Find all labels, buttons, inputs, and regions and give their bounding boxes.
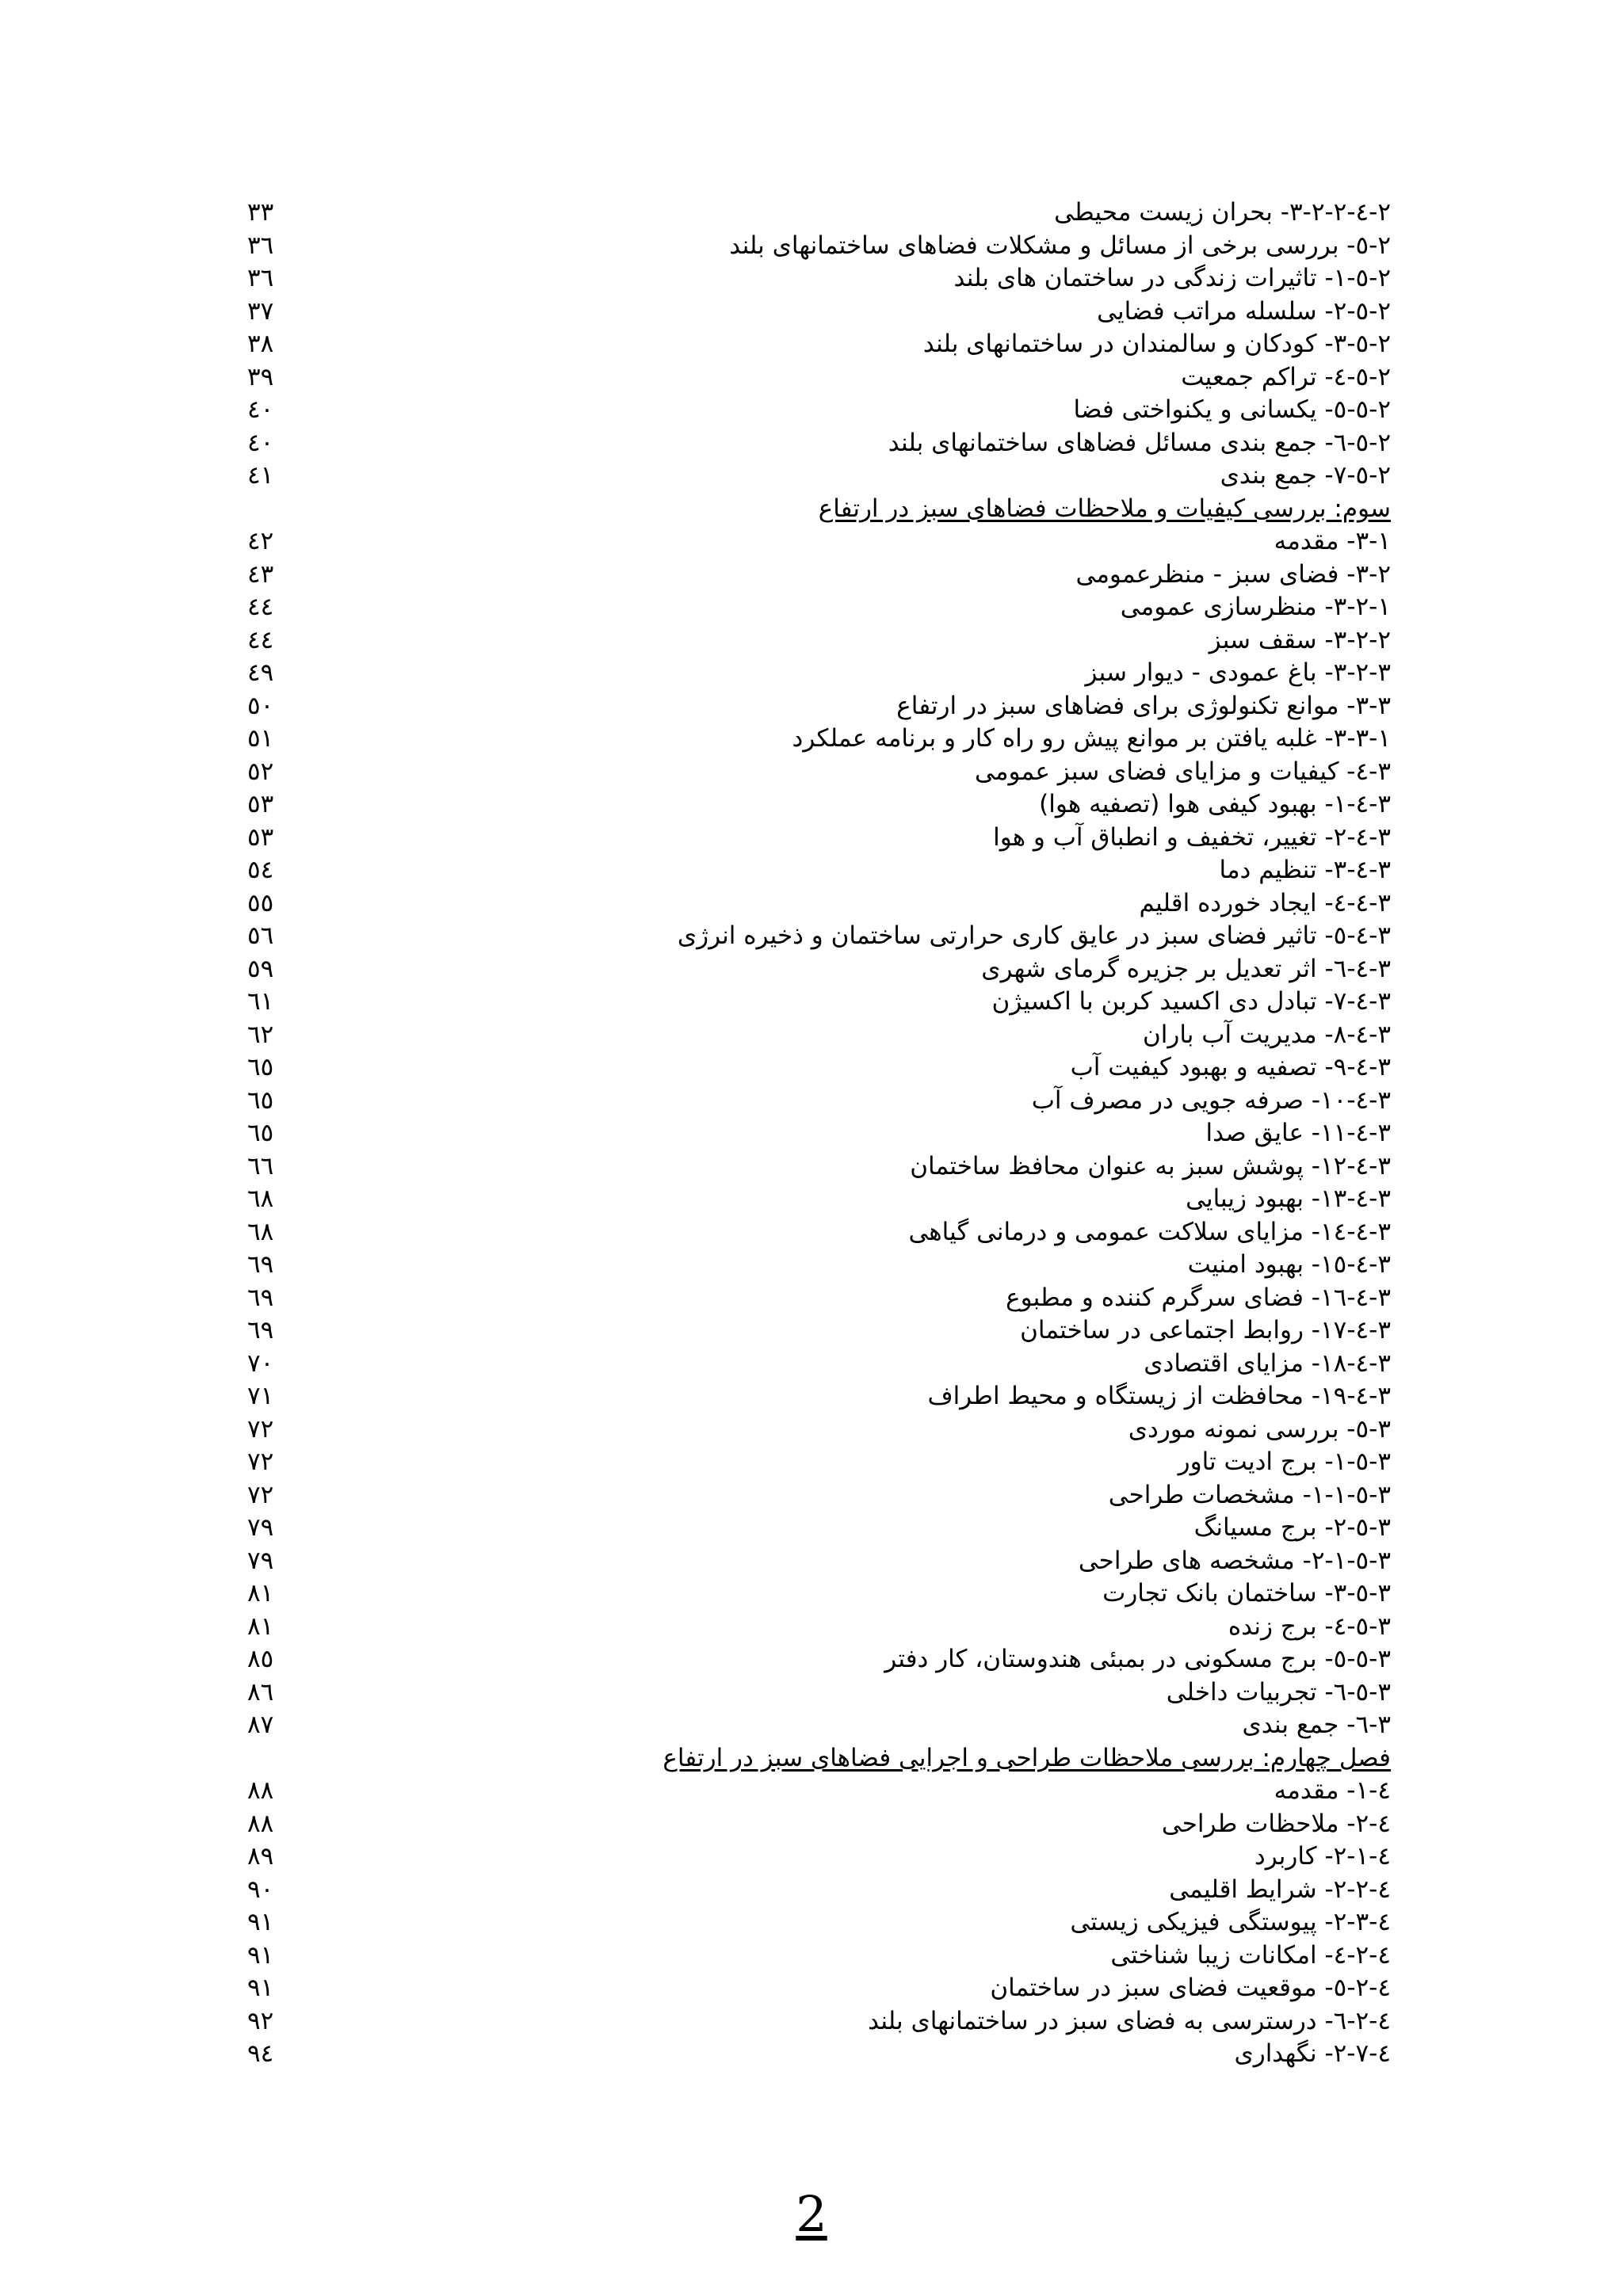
- toc-entry-title: ۳-۲- فضای سبز - منظرعمومی: [1075, 559, 1391, 589]
- toc-entry: [238, 1643, 1391, 1676]
- toc-entry-page: ۳۸: [247, 330, 274, 358]
- toc-entry-title: ٤-۲-۱- کاربرد: [1254, 1842, 1391, 1871]
- toc-entry: [238, 1085, 1391, 1118]
- toc-entry: [238, 2005, 1391, 2039]
- toc-entry-page: ۳۹: [247, 362, 274, 391]
- toc-entry: [238, 1512, 1391, 1545]
- toc-entry-page: ٥٤: [247, 856, 274, 884]
- toc-entry-page: ۸۷: [247, 1711, 274, 1739]
- toc-entry-page: ٥۳: [247, 822, 274, 852]
- toc-entry-page: ۳۳: [247, 198, 274, 227]
- toc-entry-title: ۳-٦- جمع بندی: [1242, 1711, 1391, 1739]
- toc-entry: [238, 1150, 1391, 1184]
- toc-entry: [238, 591, 1391, 624]
- toc-entry-title: ۳-٥-٦- تجربیات داخلی: [1166, 1677, 1391, 1707]
- toc-entry: [238, 1282, 1391, 1315]
- toc-entry-title: ٤-۲-٦- درسترسی به فضای سبز در ساختمانهای بلند: [868, 2006, 1391, 2035]
- toc-entry-title: ۳-٥-٤- برج زنده: [1228, 1611, 1391, 1641]
- toc-entry-page: ٤۲: [247, 527, 274, 555]
- toc-entry-title: ۲-٥-٤- تراکم جمعیت: [1181, 362, 1391, 391]
- toc-entry: [238, 427, 1391, 460]
- toc-entry-title: ۳-٤-۱٥- بهبود امنیت: [1187, 1250, 1391, 1279]
- toc-entry-page: ٤۹: [247, 658, 274, 687]
- toc-entry: [238, 361, 1391, 395]
- toc-entry-page: ۸۸: [247, 1809, 274, 1838]
- toc-entry-title: ۳-٤-۹- تصفیه و بهبود کیفیت آب: [1070, 1053, 1391, 1081]
- toc-entry: [238, 196, 1391, 230]
- toc-entry: [238, 887, 1391, 921]
- toc-entry-page: ٤۳: [247, 559, 274, 589]
- toc-entry-page: ٦۱: [247, 987, 274, 1016]
- toc-entry-page: ۷۰: [247, 1348, 274, 1378]
- toc-entry-page: ٦۹: [247, 1283, 274, 1312]
- toc-entry-title: ۳-۳- موانع تکنولوژی برای فضاهای سبز در ارتفاع: [896, 691, 1391, 720]
- toc-entry-page: ٥٦: [247, 921, 274, 950]
- toc-entry-title: ۳-۲-۱- منظرسازی عمومی: [1120, 593, 1391, 621]
- toc-entry: [238, 1479, 1391, 1512]
- toc-entry: [238, 1314, 1391, 1348]
- toc-entry-page: ۹۱: [247, 1908, 274, 1936]
- toc-entry-title: ۲-٥- بررسی برخی از مسائل و مشکلات فضاهای ساختمانهای بلند: [729, 231, 1391, 260]
- toc-entry-page: ٤٤: [247, 625, 274, 654]
- toc-entry-page: ٤۰: [247, 395, 274, 424]
- toc-entry-title: ۳-٥-۲-۱- مشخصه های طراحی: [1078, 1546, 1391, 1575]
- toc-entry: [238, 1709, 1391, 1742]
- toc-chapter-heading: [238, 1742, 1391, 1775]
- toc-entry-title: ۲-٥-۳- کودکان و سالمندان در ساختمانهای بلند: [922, 330, 1391, 358]
- toc-entry-page: ٦٥: [247, 1053, 274, 1081]
- toc-entry-page: ۷۹: [247, 1513, 274, 1542]
- toc-entry-title: ۲-٥-۱- تاثیرات زندگی در ساختمان های بلند: [953, 264, 1391, 292]
- toc-entry-title: ۳-٤-۱۷- روابط اجتماعی در ساختمان: [1020, 1316, 1391, 1344]
- toc-entry: [238, 1446, 1391, 1479]
- toc-entry-page: ٤٤: [247, 593, 274, 621]
- toc-entry-title: ۳-٥-۱-۱- مشخصات طراحی: [1108, 1480, 1391, 1509]
- toc-entry: [238, 1380, 1391, 1413]
- toc-entry-page: ۳٦: [247, 264, 274, 292]
- toc-entry: [238, 1413, 1391, 1447]
- toc-entry-title: ۳-٤-۱۲- پوشش سبز به عنوان محافظ ساختمان: [910, 1151, 1391, 1180]
- toc-chapter-heading: [238, 493, 1391, 526]
- toc-entry: [238, 559, 1391, 592]
- toc-entry-title: ۲-٥-٥- یکسانی و یکنواختی فضا: [1073, 395, 1391, 424]
- toc-entry-title: ۲-٥-۷- جمع بندی: [1220, 461, 1391, 490]
- toc-entry-title: ۲-٤-۳-۲-۲- بحران زیست محیطی: [1054, 198, 1391, 227]
- toc-entry-page: ٤۱: [247, 461, 274, 490]
- toc-entry-title: ۳-٤-۳- تنظیم دما: [1219, 856, 1391, 884]
- toc-entry-title: ٤-۲- ملاحظات طراحی: [1161, 1809, 1391, 1838]
- toc-entry-page: ٦۸: [247, 1217, 274, 1246]
- toc-entry-title: ۲-٥-٦- جمع بندی مسائل فضاهای ساختمانهای بلند: [888, 428, 1391, 457]
- toc-entry: [238, 953, 1391, 986]
- toc-entry-page: ۳۷: [247, 296, 274, 326]
- toc-entry: [238, 1972, 1391, 2005]
- toc-entry: [238, 262, 1391, 296]
- toc-entry-page: ٦۲: [247, 1020, 274, 1049]
- toc-entry: [238, 1216, 1391, 1249]
- toc-entry: [238, 1117, 1391, 1150]
- toc-entry-page: ۸٦: [247, 1677, 274, 1707]
- toc-entry: [238, 1019, 1391, 1052]
- toc-entry-title: ۳-۲-۲- سقف سبز: [1209, 625, 1391, 654]
- toc-entry-page: ٥۲: [247, 757, 274, 786]
- toc-entry-title: ۳-٤-۱٦- فضای سرگرم کننده و مطبوع: [1006, 1283, 1391, 1312]
- toc-entry-page: ۷۲: [247, 1414, 274, 1444]
- toc-entry-title: ۳-٤-٥- تاثیر فضای سبز در عایق کاری حرارتی ساختمان و ذخیره انرژی: [677, 921, 1391, 950]
- toc-entry: [238, 2038, 1391, 2071]
- toc-entry: [238, 690, 1391, 723]
- toc-entry-page: ٥۱: [247, 724, 274, 753]
- toc-entry-title: ۳-٤-۸- مدیریت آب باران: [1143, 1020, 1391, 1049]
- toc-entry: [238, 986, 1391, 1019]
- toc-entry-title: ٤-۲-۳- پیوستگی فیزیکی زیستی: [1070, 1908, 1391, 1936]
- toc-entry: [238, 788, 1391, 822]
- toc-entry-title: ٤-۲-٤- امکانات زیبا شناختی: [1110, 1940, 1391, 1970]
- toc-entry-title: سوم: بررسی کیفیات و ملاحظات فضاهای سبز در ارتفاع: [818, 494, 1391, 523]
- toc-entry-page: ٦۹: [247, 1316, 274, 1344]
- toc-entry-title: ۳-٤-۲- تغییر، تخفیف و انطباق آب و هوا: [993, 822, 1391, 852]
- toc-entry: [238, 525, 1391, 559]
- toc-entry-title: ٤-۲-٥- موقعیت فضای سبز در ساختمان: [990, 1974, 1391, 2002]
- toc-entry-page: ٤۰: [247, 428, 274, 457]
- toc-entry-page: ۸۸: [247, 1776, 274, 1805]
- page-number: 2: [796, 2185, 827, 2243]
- toc-entry-page: ۸۱: [247, 1611, 274, 1641]
- toc-entry-page: ٥۳: [247, 790, 274, 818]
- toc-entry-title: ۳-٤-۱٤- مزایای سلاکت عمومی و درمانی گیاهی: [908, 1217, 1391, 1246]
- toc-entry-title: ۳-٤-۱۰- صرفه جویی در مصرف آب: [1031, 1085, 1391, 1115]
- toc-entry: [238, 1348, 1391, 1381]
- toc-entry-page: ۹٤: [247, 2039, 274, 2068]
- toc-entry: [238, 1676, 1391, 1710]
- toc-entry-title: ۳-٤-٦- اثر تعدیل بر جزیره گرمای شهری: [981, 954, 1391, 983]
- toc-entry-title: ۳-٥-٥- برج مسکونی در بمبئی هندوستان، کار دفتر: [884, 1645, 1391, 1673]
- toc-entry: [238, 1775, 1391, 1808]
- toc-entry-title: ۳-۲-۳- باغ عمودی - دیوار سبز: [1085, 658, 1391, 687]
- toc-entry-page: ٦۸: [247, 1184, 274, 1213]
- toc-entry-title: ۳-٤-۱- بهبود کیفی هوا (تصفیه هوا): [1039, 790, 1391, 818]
- toc-entry: [238, 822, 1391, 855]
- toc-entry-title: ٤-۱- مقدمه: [1274, 1776, 1391, 1805]
- table-of-contents: [238, 196, 1391, 2071]
- toc-entry-page: ۸۱: [247, 1579, 274, 1608]
- toc-entry: [238, 723, 1391, 756]
- toc-entry-page: ۸۹: [247, 1842, 274, 1871]
- toc-entry-page: ٥۹: [247, 954, 274, 983]
- toc-entry-title: ۳-٤-۱۳- بهبود زیبایی: [1186, 1184, 1391, 1213]
- toc-entry-page: ۹۲: [247, 2006, 274, 2035]
- toc-entry-title: ٤-۲-۷- نگهداری: [1234, 2039, 1391, 2068]
- toc-entry-page: ۹۰: [247, 1875, 274, 1904]
- toc-entry: [238, 1577, 1391, 1611]
- toc-entry: [238, 657, 1391, 690]
- toc-entry-page: ۷۱: [247, 1382, 274, 1410]
- toc-entry-title: ۳-٥-۲- برج مسیانگ: [1193, 1513, 1391, 1542]
- toc-entry-title: ۳-٤-۷- تبادل دی اکسید کربن با اکسیژن: [991, 987, 1391, 1016]
- toc-entry-title: ۳-۳-۱- غلبه یافتن بر موانع پیش رو راه کار و برنامه عملکرد: [792, 724, 1391, 753]
- toc-entry-page: ۷۲: [247, 1480, 274, 1509]
- toc-entry: [238, 328, 1391, 361]
- toc-entry-page: ۹۱: [247, 1940, 274, 1970]
- toc-entry: [238, 1051, 1391, 1085]
- toc-entry: [238, 296, 1391, 329]
- toc-entry: [238, 854, 1391, 887]
- toc-entry: [238, 1906, 1391, 1939]
- toc-entry: [238, 624, 1391, 658]
- toc-entry: [238, 1939, 1391, 1973]
- toc-entry: [238, 230, 1391, 263]
- toc-entry-page: ٦٦: [247, 1151, 274, 1180]
- toc-entry: [238, 1808, 1391, 1841]
- toc-entry: [238, 1183, 1391, 1216]
- toc-entry: [238, 1249, 1391, 1282]
- toc-entry-title: ۳-٥- بررسی نمونه موردی: [1128, 1414, 1391, 1444]
- toc-entry: [238, 1545, 1391, 1578]
- toc-entry-title: ۳-٤-۱۹- محافظت از زیستگاه و محیط اطراف: [927, 1382, 1391, 1410]
- toc-entry-page: ۸٥: [247, 1645, 274, 1673]
- toc-entry-page: ٥٥: [247, 888, 274, 917]
- toc-entry-page: ٥۰: [247, 691, 274, 720]
- toc-entry: [238, 756, 1391, 789]
- toc-entry-title: ۳-٥-۱- برج ادیت تاور: [1178, 1447, 1391, 1476]
- toc-entry-title: ۳-٤-٤- ایجاد خورده اقلیم: [1139, 888, 1391, 917]
- toc-entry-page: ۷۹: [247, 1546, 274, 1575]
- toc-entry: [238, 1840, 1391, 1874]
- toc-entry-title: فصل چهارم: بررسی ملاحظات طراحی و اجرایی فضاهای سبز در ارتفاع: [663, 1743, 1391, 1772]
- toc-entry: [238, 460, 1391, 493]
- toc-entry-title: ۳-٤-۱۸- مزایای اقتصادی: [1144, 1348, 1391, 1378]
- toc-entry-title: ۳-٥-۳- ساختمان بانک تجارت: [1102, 1579, 1391, 1608]
- toc-entry-title: ٤-۲-۲- شرایط اقلیمی: [1169, 1875, 1391, 1904]
- toc-entry: [238, 1611, 1391, 1644]
- toc-entry-page: ٦۹: [247, 1250, 274, 1279]
- toc-entry-title: ۳-٤-۱۱- عایق صدا: [1205, 1119, 1391, 1147]
- toc-entry-title: ۲-٥-۲- سلسله مراتب فضایی: [1097, 296, 1391, 326]
- toc-entry-title: ۳-۱- مقدمه: [1274, 527, 1391, 555]
- toc-entry: [238, 1874, 1391, 1907]
- toc-entry-page: ۹۱: [247, 1974, 274, 2002]
- toc-entry-page: ۳٦: [247, 231, 274, 260]
- toc-entry-page: ٦٥: [247, 1119, 274, 1147]
- toc-entry: [238, 920, 1391, 953]
- toc-entry-title: ۳-٤- کیفیات و مزایای فضای سبز عمومی: [975, 757, 1391, 786]
- toc-entry-page: ٦٥: [247, 1085, 274, 1115]
- toc-entry: [238, 394, 1391, 427]
- toc-entry-page: ۷۲: [247, 1447, 274, 1476]
